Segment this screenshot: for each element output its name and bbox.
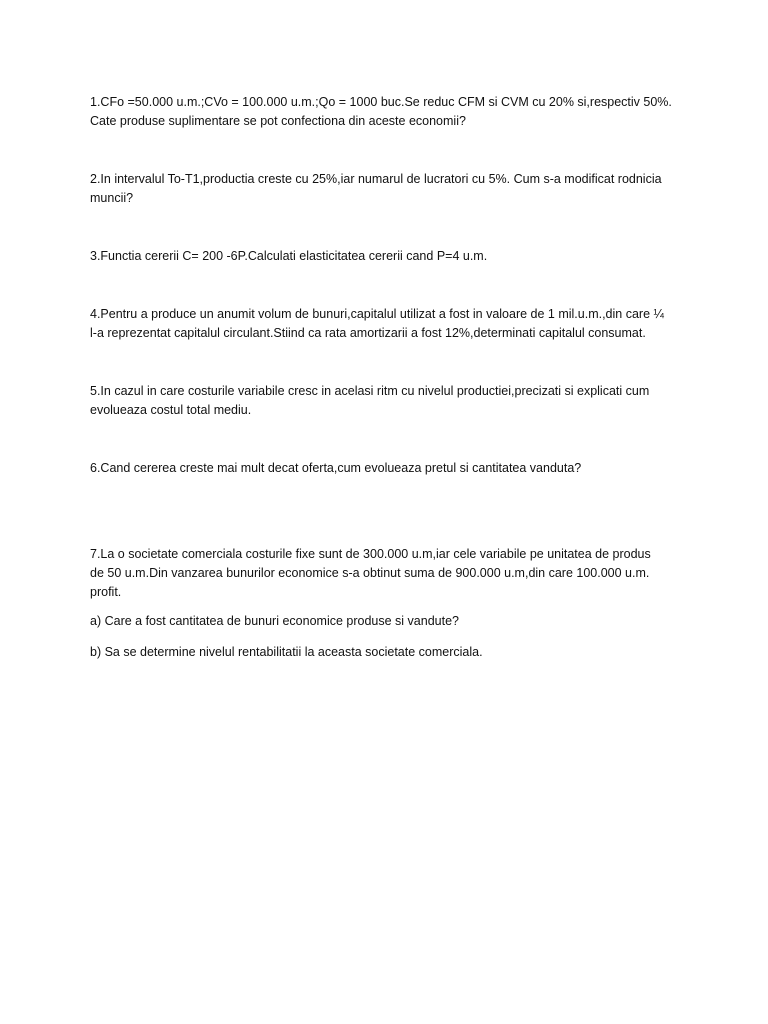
question-7-line-1: 7.La o societate comerciala costurile fixe sunt de 300.000 u.m,iar cele variabile pe unitatea de produs xyxy=(90,547,651,561)
question-7-part-a xyxy=(90,612,690,631)
question-1-line-1: 1.CFo =50.000 u.m.;CVo = 100.000 u.m.;Qo = 1000 buc.Se reduc CFM si CVM cu 20% si,respectiv 50%. xyxy=(90,95,672,109)
question-7-part-b xyxy=(90,643,690,662)
question-1-line-2: Cate produse suplimentare se pot confectiona din aceste economii? xyxy=(90,114,466,128)
question-4-line-2: l-a reprezentat capitalul circulant.Stiind ca rata amortizarii a fost 12%,determinati capitalul consumat. xyxy=(90,326,646,340)
question-3-line-1: 3.Functia cererii C= 200 -6P.Calculati elasticitatea cererii cand P=4 u.m. xyxy=(90,249,488,263)
question-7-line-3: profit. xyxy=(90,585,122,599)
question-4 xyxy=(90,305,690,343)
question-7b-line-1: b) Sa se determine nivelul rentabilitatii la aceasta societate comerciala. xyxy=(90,645,483,659)
question-2-line-2: muncii? xyxy=(90,191,134,205)
question-7-line-2: de 50 u.m.Din vanzarea bunurilor economice s-a obtinut suma de 900.000 u.m,din care 100.000 u.m. xyxy=(90,566,650,580)
question-2 xyxy=(90,170,690,208)
question-7 xyxy=(90,545,690,602)
question-2-line-1: 2.In intervalul To-T1,productia creste cu 25%,iar numarul de lucratori cu 5%. Cum s-a modificat rodnicia xyxy=(90,172,662,186)
question-6-line-1: 6.Cand cererea creste mai mult decat oferta,cum evolueaza pretul si cantitatea vanduta? xyxy=(90,461,582,475)
question-5 xyxy=(90,382,690,420)
question-5-line-2: evolueaza costul total mediu. xyxy=(90,403,252,417)
question-7a-line-1: a) Care a fost cantitatea de bunuri economice produse si vandute? xyxy=(90,614,459,628)
question-4-line-1: 4.Pentru a produce un anumit volum de bunuri,capitalul utilizat a fost in valoare de 1 mil.u.m.,din care ¼ xyxy=(90,307,664,321)
question-5-line-1: 5.In cazul in care costurile variabile cresc in acelasi ritm cu nivelul productiei,precizati si explicati cum xyxy=(90,384,650,398)
question-6 xyxy=(90,459,690,478)
question-3 xyxy=(90,247,690,266)
question-1 xyxy=(90,93,690,131)
